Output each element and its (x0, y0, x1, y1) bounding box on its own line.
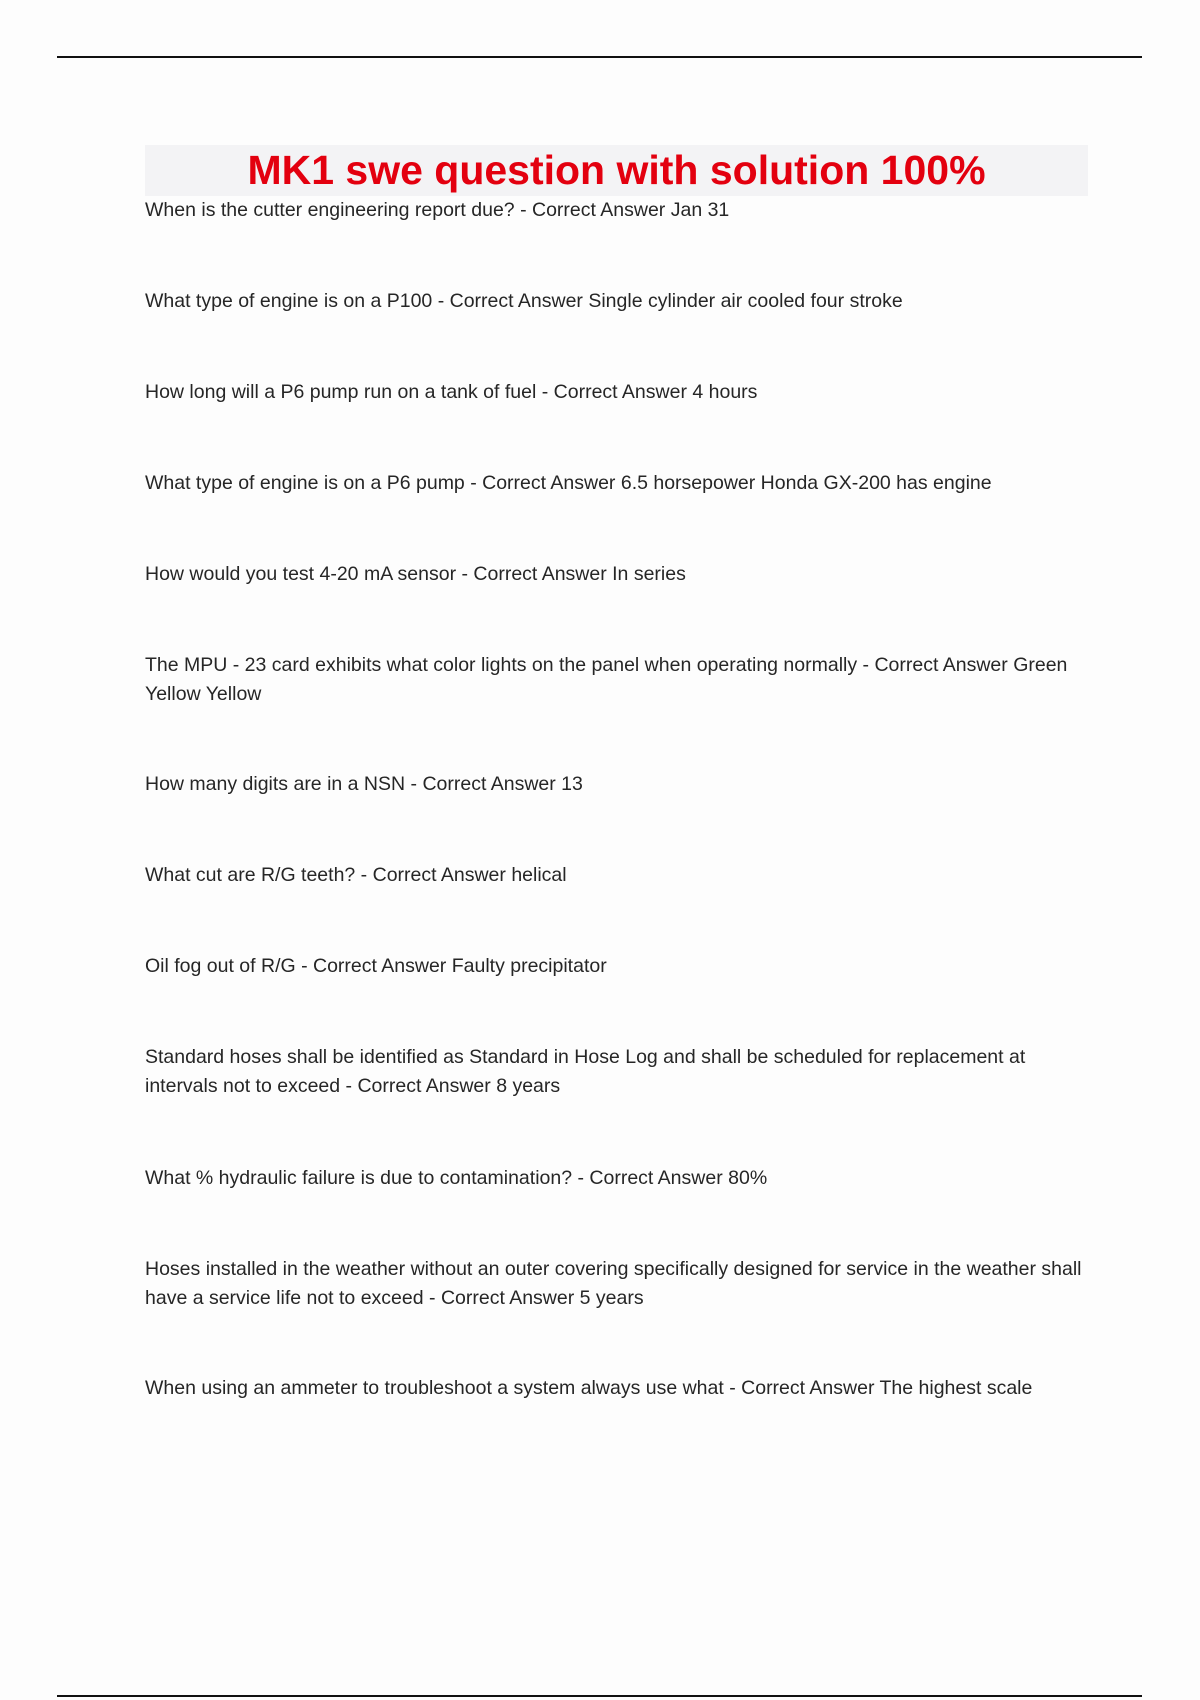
qa-item (145, 651, 1090, 709)
title-banner (145, 145, 1088, 196)
question-text: What type of engine is on a P6 pump (145, 472, 465, 494)
answer-prefix: Correct Answer (357, 1075, 497, 1097)
qa-item (145, 861, 567, 890)
qa-item (145, 287, 903, 316)
separator: - (405, 773, 423, 795)
answer-prefix: Correct Answer (874, 654, 1014, 676)
qa-item (145, 560, 686, 589)
question-text: Hoses installed in the weather without an outer covering specifically designed for service in the weather shall have a service life not to exceed (145, 1258, 1082, 1309)
answer-text: 80% (728, 1167, 768, 1189)
answer-prefix: Correct Answer (473, 563, 613, 585)
question-text: The MPU - 23 card exhibits what color lights on the panel when operating normally (145, 654, 858, 676)
answer-prefix: Correct Answer (741, 1377, 880, 1399)
question-text: What type of engine is on a P100 (145, 290, 433, 312)
answer-text: 5 years (579, 1287, 644, 1309)
separator: - (857, 654, 875, 676)
separator: - (295, 955, 313, 977)
answer-text: Green Yellow Yellow (145, 654, 1068, 705)
question-text: How many digits are in a NSN (145, 773, 406, 795)
separator: - (432, 290, 450, 312)
separator: - (514, 199, 532, 221)
question-text: Standard hoses shall be identified as Standard in Hose Log and shall be scheduled for replacement at intervals not to exceed (145, 1046, 1026, 1097)
qa-item (145, 378, 757, 407)
qa-item (145, 196, 729, 225)
answer-prefix: Correct Answer (440, 1287, 580, 1309)
separator: - (723, 1377, 742, 1399)
answer-prefix: Correct Answer (589, 1167, 729, 1189)
qa-item (145, 952, 607, 981)
answer-text: helical (511, 864, 567, 886)
answer-text: The highest scale (879, 1377, 1033, 1399)
bottom-rule (57, 1695, 1142, 1697)
answer-text: 13 (561, 773, 583, 795)
answer-text: Jan 31 (670, 199, 730, 221)
question-text: Oil fog out of R/G (145, 955, 296, 977)
answer-prefix: Correct Answer (422, 773, 562, 795)
top-rule (57, 56, 1142, 58)
separator: - (340, 1075, 358, 1097)
separator: - (536, 381, 554, 403)
separator: - (355, 864, 373, 886)
answer-prefix: Correct Answer (449, 290, 589, 312)
question-text: What % hydraulic failure is due to contamination? (145, 1167, 573, 1189)
question-text: What cut are R/G teeth? (145, 864, 356, 886)
qa-item (145, 1164, 767, 1193)
answer-text: 6.5 horsepower Honda GX-200 has engine (620, 472, 992, 494)
document-title: MK1 swe question with solution 100% (247, 147, 986, 193)
separator: - (572, 1167, 590, 1189)
answer-text: In series (612, 563, 686, 585)
qa-item (145, 1255, 1090, 1313)
question-text: How long will a P6 pump run on a tank of fuel (145, 381, 537, 403)
qa-item (145, 469, 992, 498)
answer-prefix: Correct Answer (532, 199, 671, 221)
answer-text: Faulty precipitator (451, 955, 607, 977)
qa-item (145, 1043, 1090, 1101)
answer-text: 8 years (496, 1075, 561, 1097)
qa-item (145, 770, 583, 799)
qa-item (145, 1374, 1032, 1403)
separator: - (423, 1287, 441, 1309)
question-text: How would you test 4-20 mA sensor (145, 563, 457, 585)
question-text: When using an ammeter to troubleshoot a system always use what (145, 1377, 724, 1399)
question-text: When is the cutter engineering report due? (145, 199, 515, 221)
answer-text: Single cylinder air cooled four stroke (588, 290, 903, 312)
answer-prefix: Correct Answer (372, 864, 512, 886)
answer-prefix: Correct Answer (313, 955, 452, 977)
answer-text: 4 hours (692, 381, 758, 403)
answer-prefix: Correct Answer (482, 472, 621, 494)
separator: - (464, 472, 483, 494)
separator: - (456, 563, 474, 585)
answer-prefix: Correct Answer (553, 381, 693, 403)
